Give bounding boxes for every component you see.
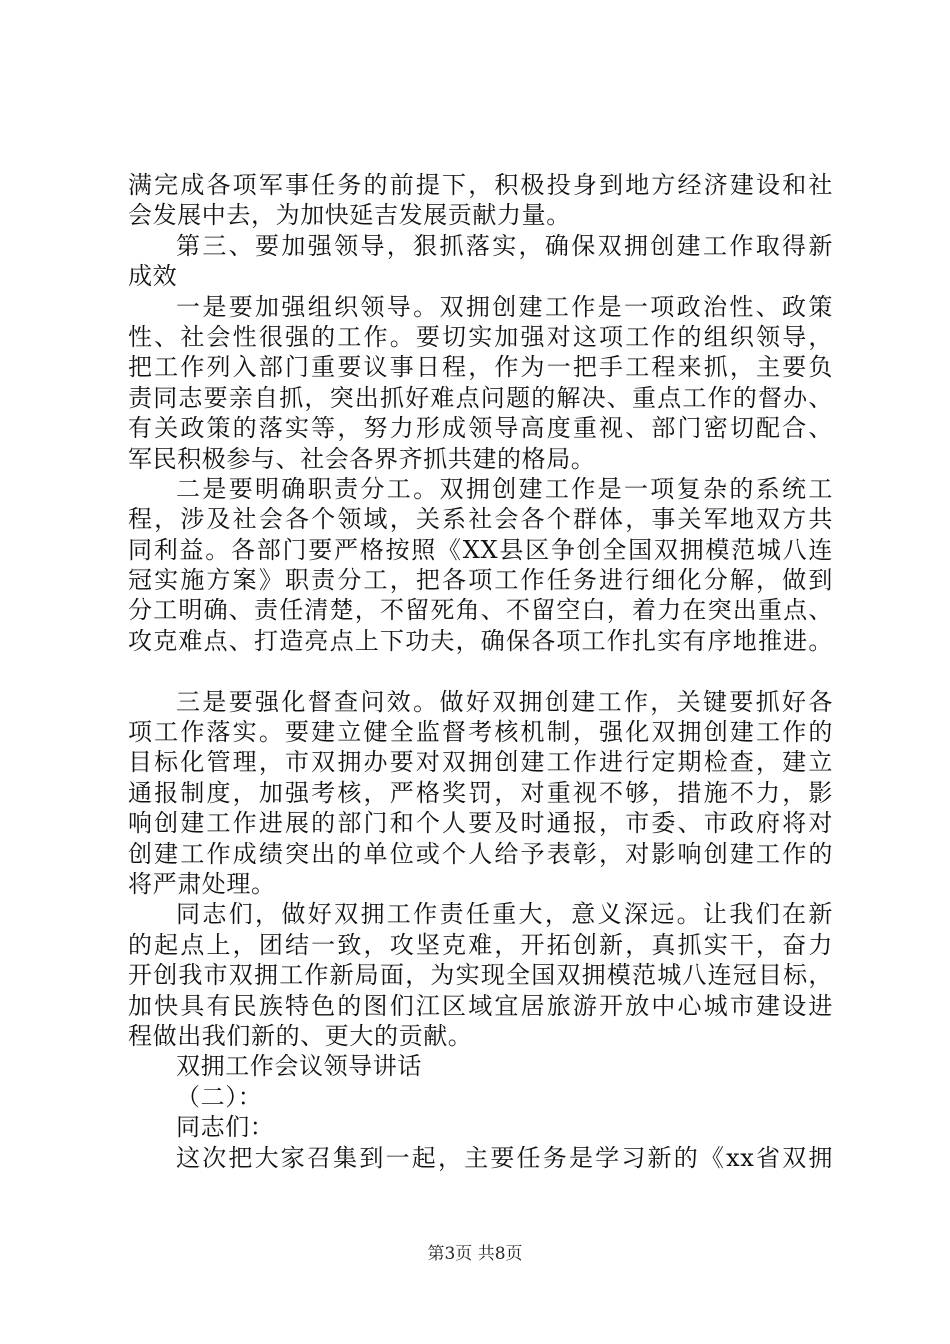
text-line: 冠实施方案》职责分工，把各项工作任务进行细化分解，做到 xyxy=(128,566,833,595)
section-heading: 第三、要加强领导，狠抓落实，确保双拥创建工作取得新 xyxy=(176,231,833,260)
text-line: 创建工作成绩突出的单位或个人给予表彰，对影响创建工作的 xyxy=(128,839,833,868)
text-line: 程，涉及社会各个领域，关系社会各个群体，事关军地双方共 xyxy=(128,505,833,534)
text-line: 满完成各项军事任务的前提下，积极投身到地方经济建设和社 xyxy=(128,171,833,199)
paragraph-start: 一是要加强组织领导。双拥创建工作是一项政治性、政策 xyxy=(176,292,833,321)
text-line: 项工作落实。要建立健全监督考核机制，强化双拥创建工作的 xyxy=(128,718,833,747)
text-line: 的起点上，团结一致，攻坚克难，开拓创新，真抓实干，奋力 xyxy=(128,930,833,959)
text-line: 开创我市双拥工作新局面，为实现全国双拥模范城八连冠目标， xyxy=(128,961,833,990)
paragraph-start: 这次把大家召集到一起，主要任务是学习新的《xx省双拥 xyxy=(176,1143,833,1172)
speech-subtitle: （二）： xyxy=(176,1082,263,1111)
paragraph-start: 二是要明确职责分工。双拥创建工作是一项复杂的系统工 xyxy=(176,474,833,503)
text-line: 责同志要亲自抓，突出抓好难点问题的解决、重点工作的督办、 xyxy=(128,383,833,412)
paragraph-gap xyxy=(128,656,833,686)
text-line: 攻克难点、打造亮点上下功夫，确保各项工作扎实有序地推进。 xyxy=(128,626,833,655)
text-line: 通报制度，加强考核，严格奖罚，对重视不够，措施不力，影 xyxy=(128,778,833,807)
text-line: 同利益。各部门要严格按照《XX县区争创全国双拥模范城八连 xyxy=(128,535,833,564)
paragraph-start: 三是要强化督查问效。做好双拥创建工作，关键要抓好各 xyxy=(176,687,833,716)
section-heading: 成效 xyxy=(128,262,178,291)
text-line: 响创建工作进展的部门和个人要及时通报，市委、市政府将对 xyxy=(128,809,833,838)
salutation: 同志们： xyxy=(176,1113,275,1142)
text-line: 有关政策的落实等，努力形成领导高度重视、部门密切配合、 xyxy=(128,414,833,443)
text-line: 分工明确、责任清楚，不留死角、不留空白，着力在突出重点、 xyxy=(128,596,833,625)
paragraph-start: 同志们，做好双拥工作责任重大，意义深远。让我们在新 xyxy=(176,900,833,929)
text-line: 目标化管理，市双拥办要对双拥创建工作进行定期检查，建立 xyxy=(128,748,833,777)
speech-title: 双拥工作会议领导讲话 xyxy=(176,1052,422,1081)
document-body xyxy=(128,170,833,1173)
text-line: 会发展中去，为加快延吉发展贡献力量。 xyxy=(128,201,571,230)
text-line: 性、社会性很强的工作。要切实加强对这项工作的组织领导， xyxy=(128,322,833,351)
text-line: 将严肃处理。 xyxy=(128,869,276,898)
text-line: 程做出我们新的、更大的贡献。 xyxy=(128,1021,473,1050)
text-line: 军民积极参与、社会各界齐抓共建的格局。 xyxy=(128,444,596,473)
page-number-footer: 第3页 共8页 xyxy=(427,1244,523,1264)
text-line: 加快具有民族特色的图们江区域宜居旅游开放中心城市建设进 xyxy=(128,991,833,1020)
text-line: 把工作列入部门重要议事日程，作为一把手工程来抓，主要负 xyxy=(128,353,833,382)
